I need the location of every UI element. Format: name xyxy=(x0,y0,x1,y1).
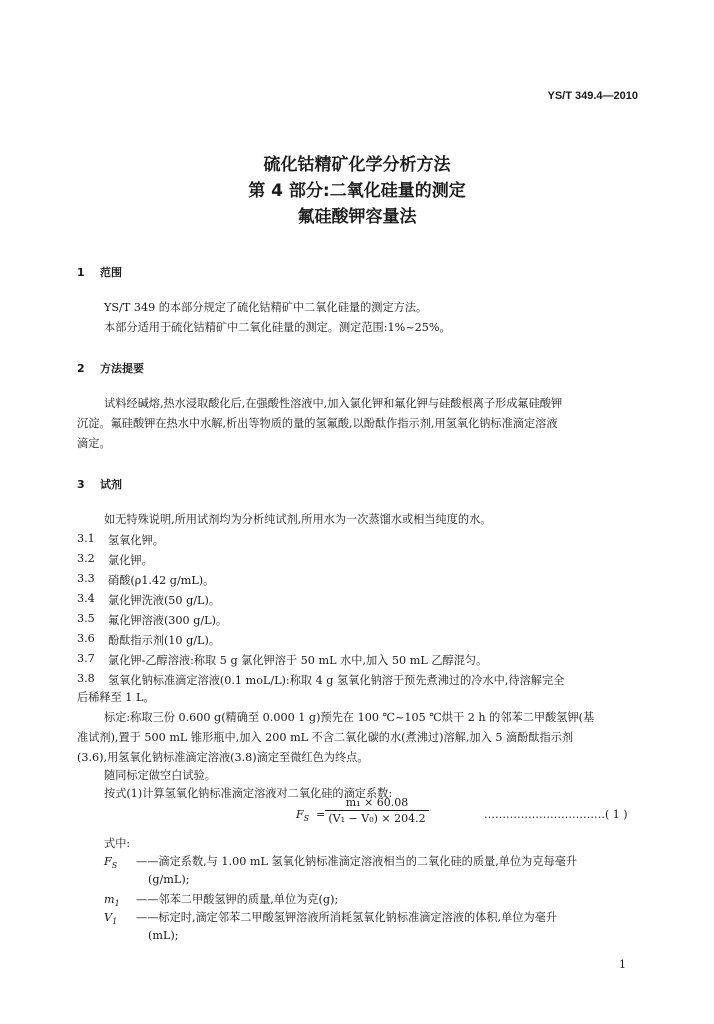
definition-text: ——滴定系数,与 1.00 mL 氢氧化钠标准滴定溶液相当的二氧化硅的质量,单位为克每毫升 xyxy=(136,855,578,868)
formula-number: ……………………………( 1 ) xyxy=(484,808,628,821)
page-number: 1 xyxy=(619,958,626,971)
blank-test-text: 随同标定做空白试验。 xyxy=(104,769,216,782)
standardization-line-1: 标定:称取三份 0.600 g(精确至 0.000 1 g)预先在 100 ℃~105 ℃烘干 2 h 的邻苯二甲酸氢钾(基 xyxy=(104,711,595,724)
definition-text: ——标定时,滴定邻苯二甲酸氢钾溶液所消耗氢氧化钠标准滴定溶液的体积,单位为毫升 xyxy=(136,911,558,924)
item-number: 3.2 xyxy=(77,552,95,565)
formula-lhs xyxy=(296,808,309,823)
item-number: 3.4 xyxy=(77,592,95,605)
formula-equals: = xyxy=(316,808,326,821)
definition-text: ——邻苯二甲酸氢钾的质量,单位为克(g); xyxy=(136,893,339,906)
reagent-item: 氯化钾。 xyxy=(108,554,153,567)
principle-line-1: 试料经碱熔,热水浸取酸化后,在强酸性溶液中,加入氯化钾和氟化钾与硅酸根离子形成氟硅酸钾 xyxy=(104,397,563,410)
reagent-item: 氢氧化钠标准滴定溶液(0.1 moL/L):称取 4 g 氢氧化钠溶于预先煮沸过的冷水中,待溶解完全 xyxy=(108,674,565,687)
reagent-item: 氯化钾-乙醇溶液:称取 5 g 氯化钾溶于 50 mL 水中,加入 50 mL 乙醇混匀。 xyxy=(108,654,488,667)
standardization-line-2: 准试剂),置于 500 mL 锥形瓶中,加入 200 mL 不含二氧化碳的水(煮沸过)溶解,加入 5 滴酚酞指示剂 xyxy=(77,731,574,744)
definition-text-cont: (mL); xyxy=(148,929,179,942)
reagent-item: 氟化钾溶液(300 g/L)。 xyxy=(108,614,228,627)
item-number: 3.5 xyxy=(77,612,95,625)
section-number: 2 xyxy=(77,362,85,375)
principle-line-2: 沉淀。氟硅酸钾在热水中水解,析出等物质的量的氢氟酸,以酚酞作指示剂,用氢氧化钠标准滴定溶液 xyxy=(77,417,558,430)
section-2-heading xyxy=(77,360,144,376)
title-line-3: 氟硅酸钾容量法 xyxy=(297,207,417,227)
fraction-bar xyxy=(325,810,429,811)
definition-symbol: $m_1$ xyxy=(104,893,120,909)
reagent-item: 硝酸(ρ1.42 g/mL)。 xyxy=(108,574,215,587)
section-title: 试剂 xyxy=(99,478,122,491)
section-3-heading xyxy=(77,476,122,492)
standardization-line-3: (3.6),用氢氧化钠标准滴定溶液(3.8)滴定至微红色为终点。 xyxy=(77,751,369,764)
formula-symbol: F xyxy=(296,808,304,821)
formula-numerator: m₁ × 60.08 xyxy=(345,796,409,809)
formula-subscript: S xyxy=(303,814,310,824)
definition-text-cont: (g/mL); xyxy=(148,873,190,886)
section-1-heading xyxy=(77,264,122,280)
reagent-item: 酚酞指示剂(10 g/L)。 xyxy=(108,634,221,647)
item-number: 3.8 xyxy=(77,672,95,685)
title-line-1: 硫化钴精矿化学分析方法 xyxy=(263,155,451,175)
title-line-2: 第 4 部分:二氧化硅量的测定 xyxy=(248,181,466,201)
reagent-item: 氢氧化钾。 xyxy=(108,534,164,547)
formula-denominator: (V₁ − V₀) × 204.2 xyxy=(328,812,426,825)
section-title: 方法提要 xyxy=(99,362,144,375)
scope-paragraph-1: YS/T 349 的本部分规定了硫化钴精矿中二氧化硅量的测定方法。 xyxy=(104,301,428,314)
principle-line-3: 滴定。 xyxy=(77,437,111,450)
definition-symbol: $F_S$ xyxy=(104,855,118,871)
item-3-8-continuation: 后稀释至 1 L。 xyxy=(77,691,155,704)
item-number: 3.3 xyxy=(77,572,95,585)
standard-number: YS/T 349.4—2010 xyxy=(547,90,638,102)
where-label: 式中: xyxy=(104,837,131,850)
section-number: 1 xyxy=(77,266,85,279)
formula-fraction xyxy=(325,796,429,825)
section-title: 范围 xyxy=(99,266,122,279)
calculation-text: 按式(1)计算氢氧化钠标准滴定溶液对二氧化硅的滴定系数: xyxy=(104,787,393,800)
reagents-intro: 如无特殊说明,所用试剂均为分析纯试剂,所用水为一次蒸馏水或相当纯度的水。 xyxy=(104,513,492,526)
section-number: 3 xyxy=(77,478,85,491)
definition-symbol: $V_1$ xyxy=(104,911,118,927)
item-number: 3.6 xyxy=(77,632,95,645)
item-number: 3.1 xyxy=(77,532,95,545)
scope-paragraph-2: 本部分适用于硫化钴精矿中二氧化硅量的测定。测定范围:1%~25%。 xyxy=(104,321,451,334)
reagent-item: 氯化钾洗液(50 g/L)。 xyxy=(108,594,221,607)
item-number: 3.7 xyxy=(77,652,95,665)
